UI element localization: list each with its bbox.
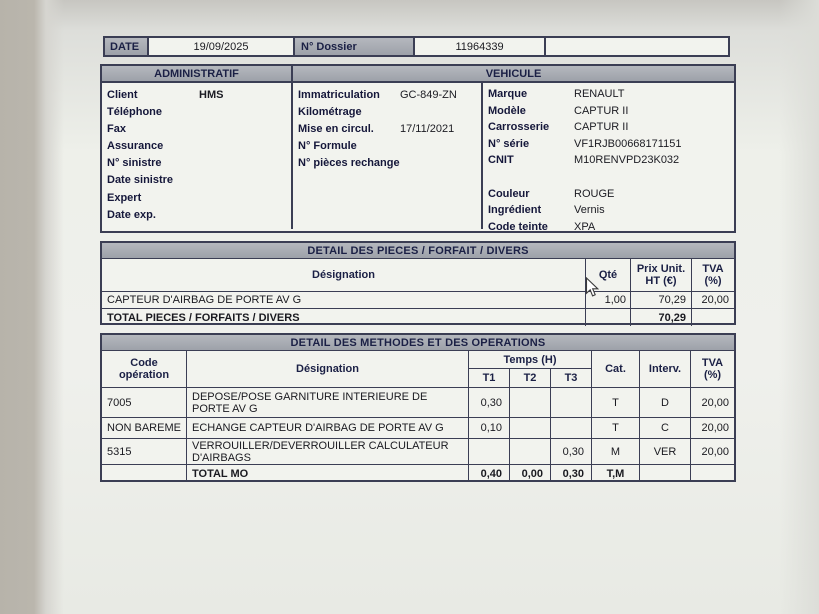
col-header-temps: Temps (H) [469,351,591,369]
field-num-sinistre [107,155,287,172]
vehicule-section-title: VEHICULE [293,66,734,81]
cell-designation: CAPTEUR D'AIRBAG DE PORTE AV G [107,294,302,306]
field-label: Date exp. [107,208,156,221]
field-client [107,87,287,104]
cell-qte: 1,00 [585,292,630,308]
date-value-field[interactable]: 19/09/2025 [149,38,295,55]
field-label: Téléphone [107,106,163,119]
cell-t1: 0,30 [469,388,510,417]
field-value: CAPTUR II [574,121,629,134]
cell-code: NON BAREME [102,418,187,438]
field-telephone [107,104,287,121]
field-label: Code teinte [488,220,548,233]
field-label: Ingrédient [488,204,542,217]
field-date-sinistre [107,172,287,189]
field-label: Immatriculation [298,89,380,101]
cell-designation: DEPOSE/POSE GARNITURE INTERIEURE DE PORTE AV G [187,388,469,417]
cell-t3: 0,30 [551,439,592,464]
cell-interv: C [640,418,691,438]
field-modele [488,103,730,120]
field-marque [488,86,730,103]
pieces-table [100,241,736,325]
field-value: 17/11/2021 [400,123,455,136]
col-header-tva: TVA (%) [691,259,734,291]
field-label: N° série [488,137,530,150]
dossier-topbar [103,36,730,57]
pieces-row[interactable] [102,292,734,309]
col-header-qte: Qté [585,259,630,291]
cell-t1: 0,10 [469,418,510,438]
field-value: VF1RJB00668171151 [574,137,682,150]
field-label: N° sinistre [107,157,162,170]
total-tva [691,465,734,482]
vehicule-column-spacer [488,169,730,186]
pieces-total-label: TOTAL PIECES / FORFAITS / DIVERS [107,311,300,324]
field-value: XPA [574,220,596,233]
total-cat: T,M [592,465,640,482]
field-value: M10RENVPD23K032 [574,154,680,167]
field-num-serie [488,136,730,153]
cell-tva: 20,00 [701,396,729,409]
cell-t1 [469,439,510,464]
temps-subheader-row [469,369,591,387]
dossier-number-label: N° Dossier [295,38,415,55]
col-header-designation: Désignation [312,269,375,281]
field-ingredient [488,202,730,219]
field-label: N° Formule [298,140,357,153]
total-t2: 0,00 [510,465,551,482]
administratif-column [102,83,293,229]
cell-t3 [551,418,592,438]
vehicule-column [483,83,734,233]
field-label: Carrosserie [488,121,550,134]
field-label: Client [107,89,138,101]
dossier-number-field[interactable]: 11964339 [415,38,546,55]
field-label: Kilométrage [298,106,362,119]
field-label: Couleur [488,187,530,200]
field-value: CAPTUR II [574,104,629,117]
cell-designation: ECHANGE CAPTEUR D'AIRBAG DE PORTE AV G [187,418,469,438]
cell-code: 7005 [102,388,187,417]
cell-tva: 20,00 [691,292,734,308]
cell-prix-unit: 70,29 [630,292,691,308]
cell-cat: T [592,418,640,438]
field-label: CNIT [488,154,514,167]
operations-total-row [102,465,734,482]
total-t1: 0,40 [469,465,510,482]
field-mise-en-circul [298,121,477,138]
pieces-table-title: DETAIL DES PIECES / FORFAIT / DIVERS [102,243,734,259]
total-code-empty [102,465,187,482]
field-value: ROUGE [574,187,615,200]
field-value: GC-849-ZN [400,89,457,101]
cell-t2 [510,418,551,438]
field-couleur [488,186,730,203]
field-num-pieces-rechange [298,155,477,172]
topbar-empty-cell [546,38,728,55]
col-header-code-operation: Code opération [102,351,187,387]
operations-total-label: TOTAL MO [187,465,469,482]
field-immatriculation [298,87,477,104]
total-interv [640,465,691,482]
field-assurance [107,138,287,155]
col-header-designation: Désignation [187,351,469,387]
field-label: Date sinistre [107,174,174,187]
operations-table-title: DETAIL DES METHODES ET DES OPERATIONS [102,335,734,351]
field-label: Assurance [107,140,164,153]
pieces-total-row [102,309,734,326]
cell-t2 [510,388,551,417]
field-label: Mise en circul. [298,123,374,136]
field-carrosserie [488,119,730,136]
field-label: Expert [107,191,142,204]
cell-t2 [510,439,551,464]
field-code-teinte [488,219,730,236]
cell-designation: VERROUILLER/DEVERROUILLER CALCULATEUR D'AIRBAGS [187,439,469,464]
cell-code: 5315 [102,439,187,464]
field-label: Modèle [488,104,526,117]
operation-row[interactable] [102,388,734,418]
cell-interv: D [640,388,691,417]
col-header-tva: TVA (%) [701,357,724,381]
operations-table [100,333,736,482]
field-num-formule [298,138,477,155]
field-cnit [488,152,730,169]
cell-cat: M [592,439,640,464]
field-date-exp [107,207,287,224]
field-label: Marque [488,88,528,100]
field-fax [107,121,287,138]
admin-vehicle-header [102,66,734,83]
admin-vehicle-panel [100,64,736,233]
operation-row[interactable] [102,418,734,439]
admin-vehicle-body [102,83,734,233]
field-kilometrage [298,104,477,121]
cell-t3 [551,388,592,417]
mouse-cursor-icon [585,277,601,299]
cell-tva: 20,00 [701,422,729,434]
operation-row[interactable] [102,439,734,465]
field-value: Vernis [574,204,605,217]
cell-tva: 20,00 [701,445,729,458]
administratif-section-title: ADMINISTRATIF [102,66,293,81]
field-expert [107,190,287,207]
pieces-header-row [102,259,734,292]
date-label: DATE [105,38,149,55]
col-header-temps-group [469,351,592,387]
operations-header-row [102,351,734,388]
col-header-cat: Cat. [592,351,640,387]
cell-cat: T [592,388,640,417]
field-value: HMS [199,89,224,101]
cell-interv: VER [640,439,691,464]
col-header-t2: T2 [509,369,550,387]
pieces-total-prix: 70,29 [630,309,691,326]
pieces-total-qte [585,309,630,326]
pieces-total-tva [691,309,734,326]
total-t3: 0,30 [551,465,592,482]
col-header-prix-unit-ht: Prix Unit. HT (€) [630,259,691,291]
field-label: Fax [107,123,126,136]
col-header-t3: T3 [550,369,591,387]
immatriculation-column [293,83,483,229]
field-value: RENAULT [574,88,625,100]
col-header-t1: T1 [482,372,496,384]
field-label: N° pièces rechange [298,157,400,170]
col-header-interv: Interv. [640,351,691,387]
